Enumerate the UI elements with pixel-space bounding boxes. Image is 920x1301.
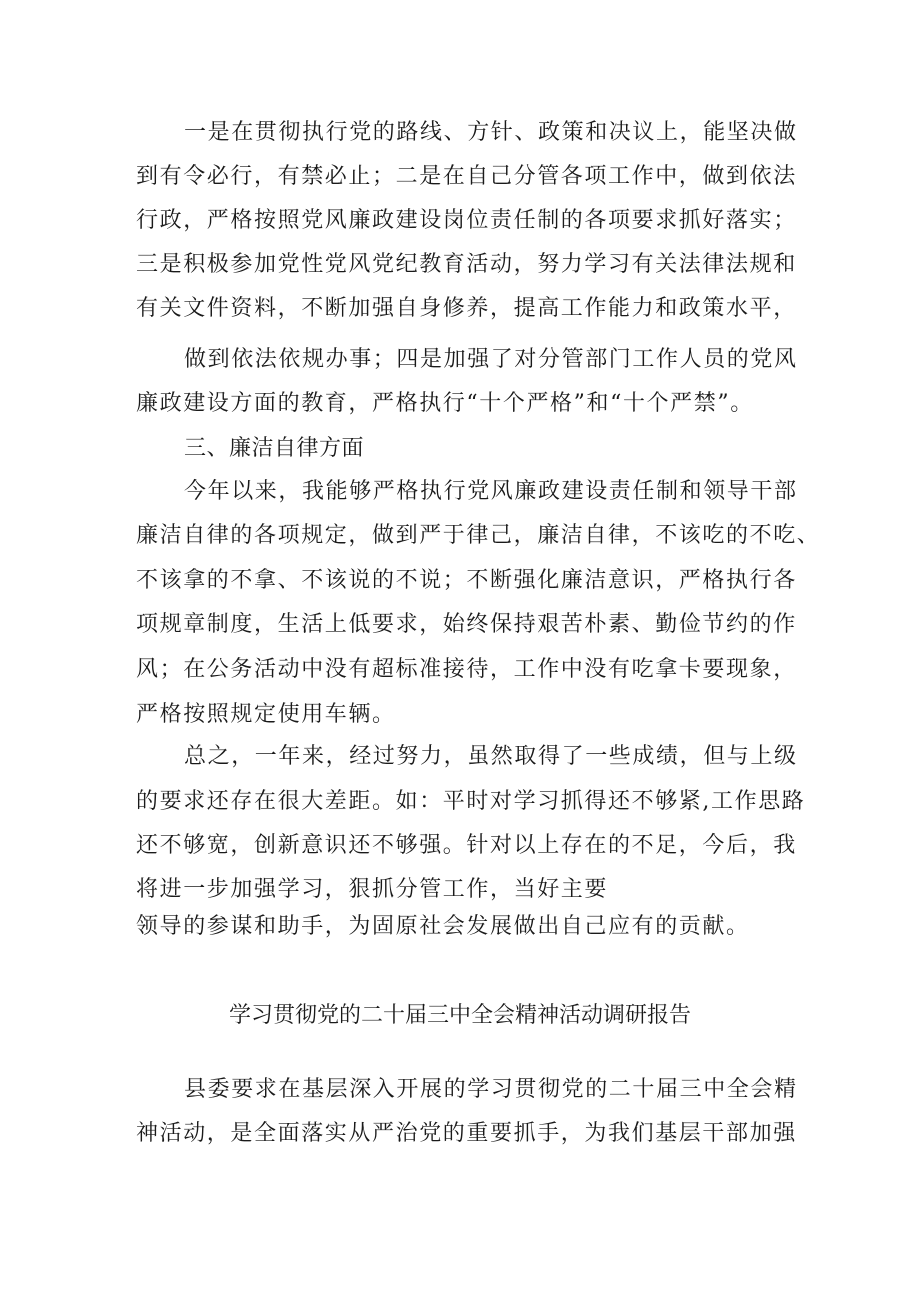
paragraph-1-line-4: 三是积极参加党性党风党纪教育活动，努力学习有关法律法规和 [136,252,797,277]
paragraph-2-line-1: 做到依法依规办事；四是加强了对分管部门工作人员的党风 [184,347,798,372]
paragraph-4-line-2: 的要求还存在很大差距。如：平时对学习抓得还不够紧,工作思路 [136,789,806,814]
paragraph-3-line-4: 项规章制度，生活上低要求，始终保持艰苦朴素、勤俭节约的作 [136,612,797,637]
paragraph-4-line-4: 将进一步加强学习，狠抓分管工作，当好主要 [136,877,609,902]
paragraph-3-line-1: 今年以来，我能够严格执行党风廉政建设责任制和领导干部 [184,479,798,504]
paragraph-3-line-6: 严格按照规定使用车辆。 [136,702,396,727]
paragraph-4-line-5: 领导的参谋和助手，为固原社会发展做出自己应有的贡献。 [136,914,750,939]
paragraph-1-line-5: 有关文件资料，不断加强自身修养，提高工作能力和政策水平， [136,296,797,321]
paragraph-3-line-2: 廉洁自律的各项规定，做到严于律己，廉洁自律，不该吃的不吃、 [136,523,821,548]
paragraph-1-line-1: 一是在贯彻执行党的路线、方针、政策和决议上，能坚决做 [184,120,798,145]
paragraph-5-line-2: 神活动，是全面落实从严治党的重要抓手，为我们基层干部加强 [136,1121,797,1146]
section-heading: 三、廉洁自律方面 [184,436,365,461]
paragraph-3-line-3: 不该拿的不拿、不该说的不说；不断强化廉洁意识，严格执行各 [136,568,797,593]
paragraph-5-line-1: 县委要求在基层深入开展的学习贯彻党的二十届三中全会精 [184,1077,798,1102]
report-title: 学习贯彻党的二十届三中全会精神活动调研报告 [228,1003,691,1028]
paragraph-1-line-3: 行政，严格按照党风廉政建设岗位责任制的各项要求抓好落实； [136,208,797,233]
paragraph-4-line-3: 还不够宽，创新意识还不够强。针对以上存在的不足，今后，我 [136,833,797,858]
paragraph-2-line-2: 廉政建设方面的教育，严格执行“十个严格”和“十个严禁”。 [136,391,754,416]
paragraph-1-line-2: 到有令必行，有禁必止；二是在自己分管各项工作中，做到依法 [136,164,797,189]
paragraph-3-line-5: 风；在公务活动中没有超标准接待，工作中没有吃拿卡要现象， [136,657,797,682]
paragraph-4-line-1: 总之，一年来，经过努力，虽然取得了一些成绩，但与上级 [184,744,798,769]
